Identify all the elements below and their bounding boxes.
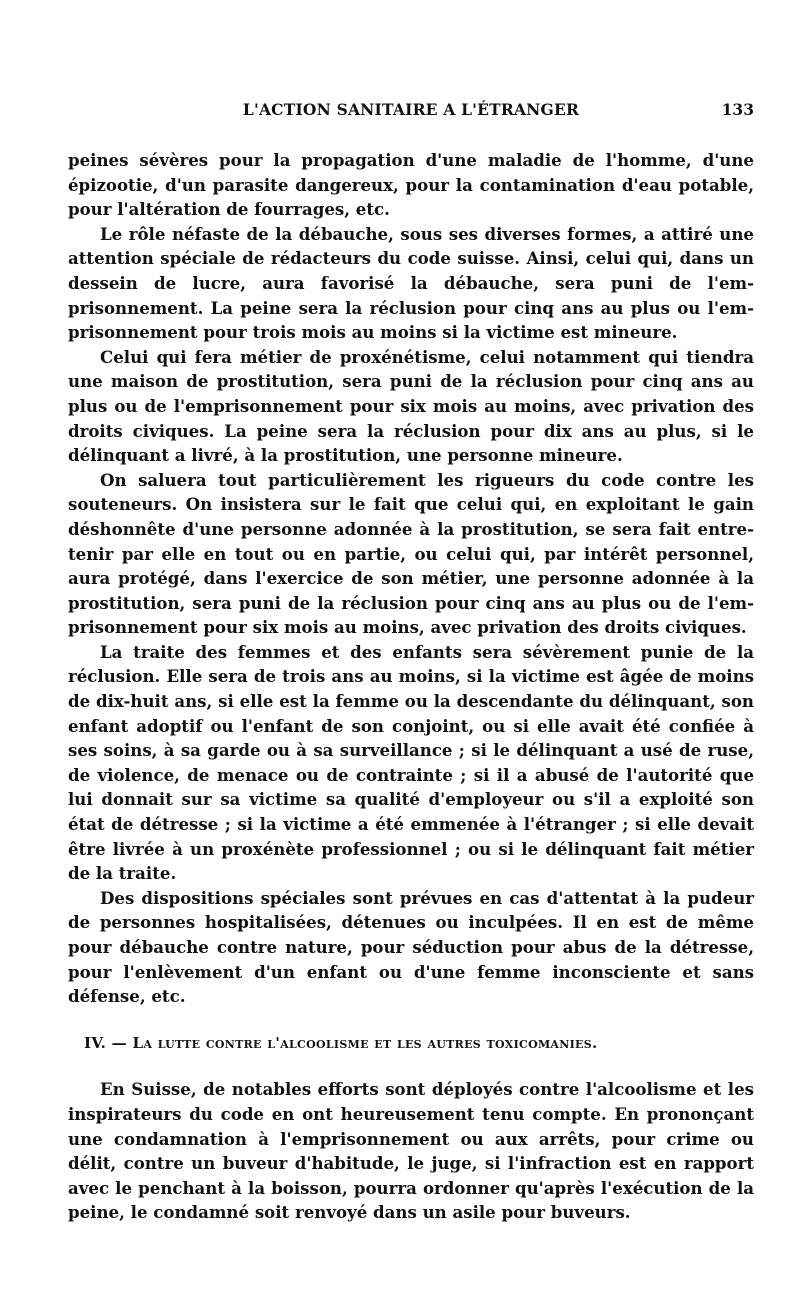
- book-page: [68, 0, 754, 1304]
- paragraph-souteneurs: On saluera tout particulièrement les rigueurs du code contre les souteneurs. On insistera sur le fait que celui qui, en exploitant le gain déshonnête d'une personne adonnée à la prostitution, se sera fait entretenir par elle en tout ou en partie, ou celui qui, par intérêt personnel, aura protégé, dans l'exercice de son métier, une personne adonnée à la prostitution, sera puni de la réclusion pour cinq ans au plus ou de l'emprisonnement pour six mois au moins, avec privation des droits civiques.: [68, 469, 754, 638]
- running-header: [68, 100, 754, 124]
- running-title: L'ACTION SANITAIRE A L'ÉTRANGER: [242, 100, 580, 119]
- body-text: [68, 148, 754, 1225]
- section-heading: [84, 1031, 754, 1056]
- paragraph-traite: La traite des femmes et des enfants sera sévèrement punie de la réclusion. Elle sera de trois ans au moins, si la victime est âgée de moins de dix-huit ans, si elle est la femme ou la descendante du délinquant, son enfant adoptif ou l'enfant de son conjoint, ou si elle avait été confiée à ses soins, à sa garde ou à sa surveillance ; si le délinquant a usé de ruse, de violence, de menace ou de contrainte ; si il a abusé de l'autorité que lui donnait sur sa victime sa qualité d'employeur ou s'il a exploité son état de détresse ; si la victime a été emmenée à l'étranger ; si elle devait être livrée à un proxénète professionnel ; ou si le délinquant fait métier de la traite.: [68, 641, 754, 884]
- paragraph-debauche: Le rôle néfaste de la débauche, sous ses diverses formes, a attiré une attention spéciale de rédacteurs du code suisse. Ainsi, celui qui, dans un dessein de lucre, aura favorisé la débauche, sera puni de l'emprisonnement. La peine sera la réclusion pour cinq ans au plus ou l'emprisonnement pour trois mois au moins si la victime est mineure.: [68, 223, 754, 343]
- paragraph-alcoolisme: En Suisse, de notables efforts sont déployés contre l'alcoolisme et les inspirateurs du code en ont heureusement tenu compte. En prononçant une condamnation à l'emprisonnement ou aux arrêts, pour crime ou délit, contre un buveur d'habitude, le juge, si l'infraction est en rapport avec le penchant à la boisson, pourra ordonner qu'après l'exécution de la peine, le condamné soit renvoyé dans un asile pour buveurs.: [68, 1079, 754, 1223]
- paragraph-proxenetisme: Celui qui fera métier de proxénétisme, celui notamment qui tiendra une maison de prostitution, sera puni de la réclusion pour cinq ans au plus ou de l'emprisonnement pour six mois au moins, avec privation des droits civiques. La peine sera la réclusion pour dix ans au plus, si le délinquant a livré, à la prostitution, une personne mineure.: [68, 346, 754, 466]
- paragraph-dispositions: Des dispositions spéciales sont prévues en cas d'attentat à la pudeur de personnes hospitalisées, détenues ou inculpées. Il en est de même pour débauche contre nature, pour séduction pour abus de la détresse, pour l'enlèvement d'un enfant ou d'une femme inconsciente et sans défense, etc.: [68, 887, 754, 1007]
- paragraph-continuation: peines sévères pour la propagation d'une maladie de l'homme, d'une épizootie, d'un parasite dangereux, pour la contamination d'eau potable, pour l'altération de fourrages, etc.: [68, 150, 754, 220]
- page-number: 133: [721, 100, 754, 119]
- section-number: IV. —: [84, 1033, 127, 1052]
- section-title: La lutte contre l'alcoolisme et les autres toxicomanies.: [132, 1033, 598, 1052]
